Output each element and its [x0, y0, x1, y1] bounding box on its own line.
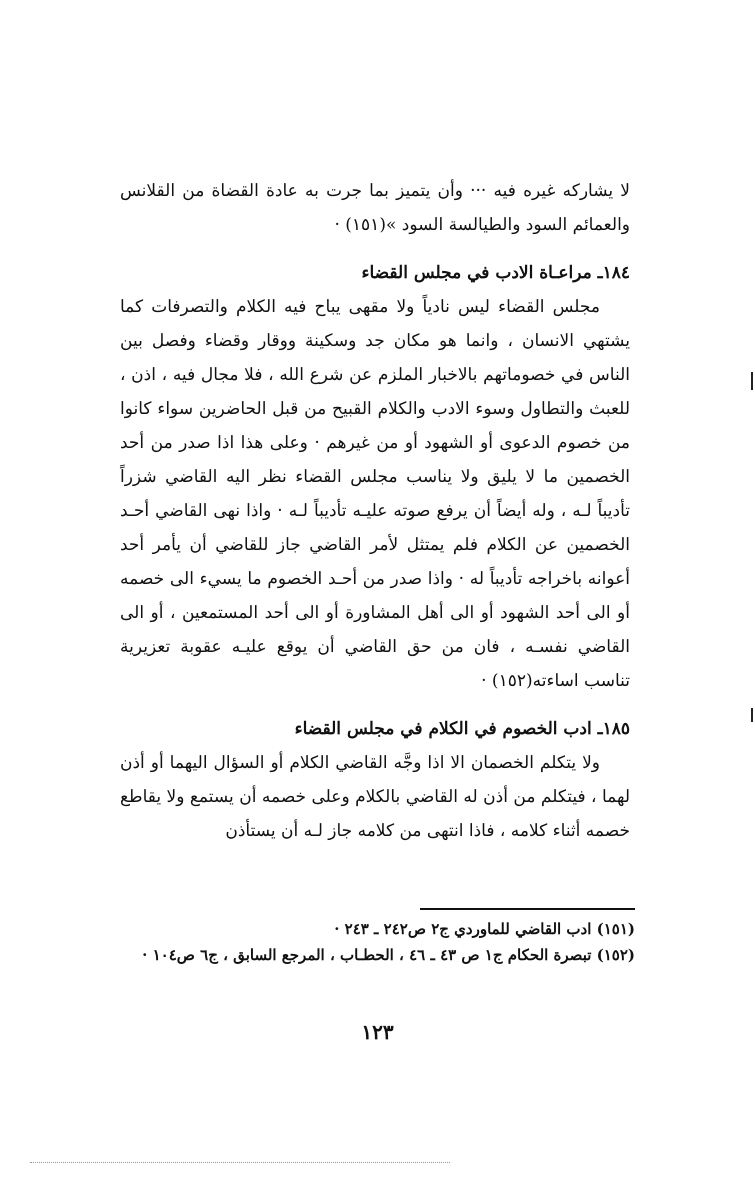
- footnote-151: (١٥١) ادب القاضي للماوردي ج٢ ص٢٤٢ ـ ٢٤٣ ·: [334, 920, 635, 938]
- footnote-divider: [420, 908, 635, 910]
- section-185-heading: ١٨٥ـ ادب الخصوم في الكلام في مجلس القضاء: [294, 719, 630, 739]
- scan-bottom-line: [30, 1162, 450, 1163]
- footnotes: [115, 916, 635, 968]
- section-184-heading: ١٨٤ـ مراعـاة الادب في مجلس القضاء: [361, 263, 630, 283]
- page-number: ١٢٣: [361, 1020, 394, 1044]
- scan-edge-mark: [751, 708, 753, 722]
- footnote-152: (١٥٢) تبصرة الحكام ج١ ص ٤٣ ـ ٤٦ ، الحطـاب ، المرجع السابق ، ج٦ ص١٠٤ ·: [142, 946, 635, 964]
- section-184-paragraph: مجلس القضاء ليس نادياً ولا مقهى يباح فيه الكلام والتصرفات كما يشتهي الانسان ، وانما هو مكان جد وسكينة ووقار وقضاء وفصل بين الناس في خصوماتهم بالاخبار الملزم عن شرع الله ، فلا مجال فيه ، اذن ، للعبث والتطاول وسوء الادب والكلام القبيح من قبل الحاضرين سواء كانوا من خصوم الدعوى أو الشهود أو من غيرهم · وعلى هذا اذا صدر من أحد الخصمين ما لا يليق ولا يناسب مجلس القضاء نظر اليه القاضي شزراً تأديباً لـه ، وله أيضاً أن يرفع صوته عليـه تأديباً لـه · واذا نهى القاضي أحـد الخصمين عن الكلام فلم يمتثل لأمر القاضي جاز للقاضي أن يأمر أحد أعوانه باخراجه تأديباً له · واذا صدر من أحـد الخصوم ما يسيء الى خصمه أو الى أحد الشهود أو الى أهل المشاورة أو الى أحد المستمعين ، أو الى القاضي نفسـه ، فان من حق القاضي أن يوقع عليـه عقوبة تعزيرية تناسب اساءته(١٥٢) ·: [120, 297, 630, 691]
- intro-paragraph: لا يشاركه غيره فيه ··· وأن يتميز بما جرت به عادة القضاة من القلانس والعمائم السود والطيالسة السود »(١٥١) ·: [120, 181, 630, 235]
- section-185-paragraph: ولا يتكلم الخصمان الا اذا وجَّه القاضي الكلام أو السؤال اليهما أو أذن لهما ، فيتكلم من أذن له القاضي بالكلام وعلى خصمه أن يستمع ولا يقاطع خصمه أثناء كلامه ، فاذا انتهى من كلامه جاز لـه أن يستأذن: [120, 753, 630, 841]
- scan-edge-mark: [751, 372, 753, 390]
- main-text: [120, 174, 630, 848]
